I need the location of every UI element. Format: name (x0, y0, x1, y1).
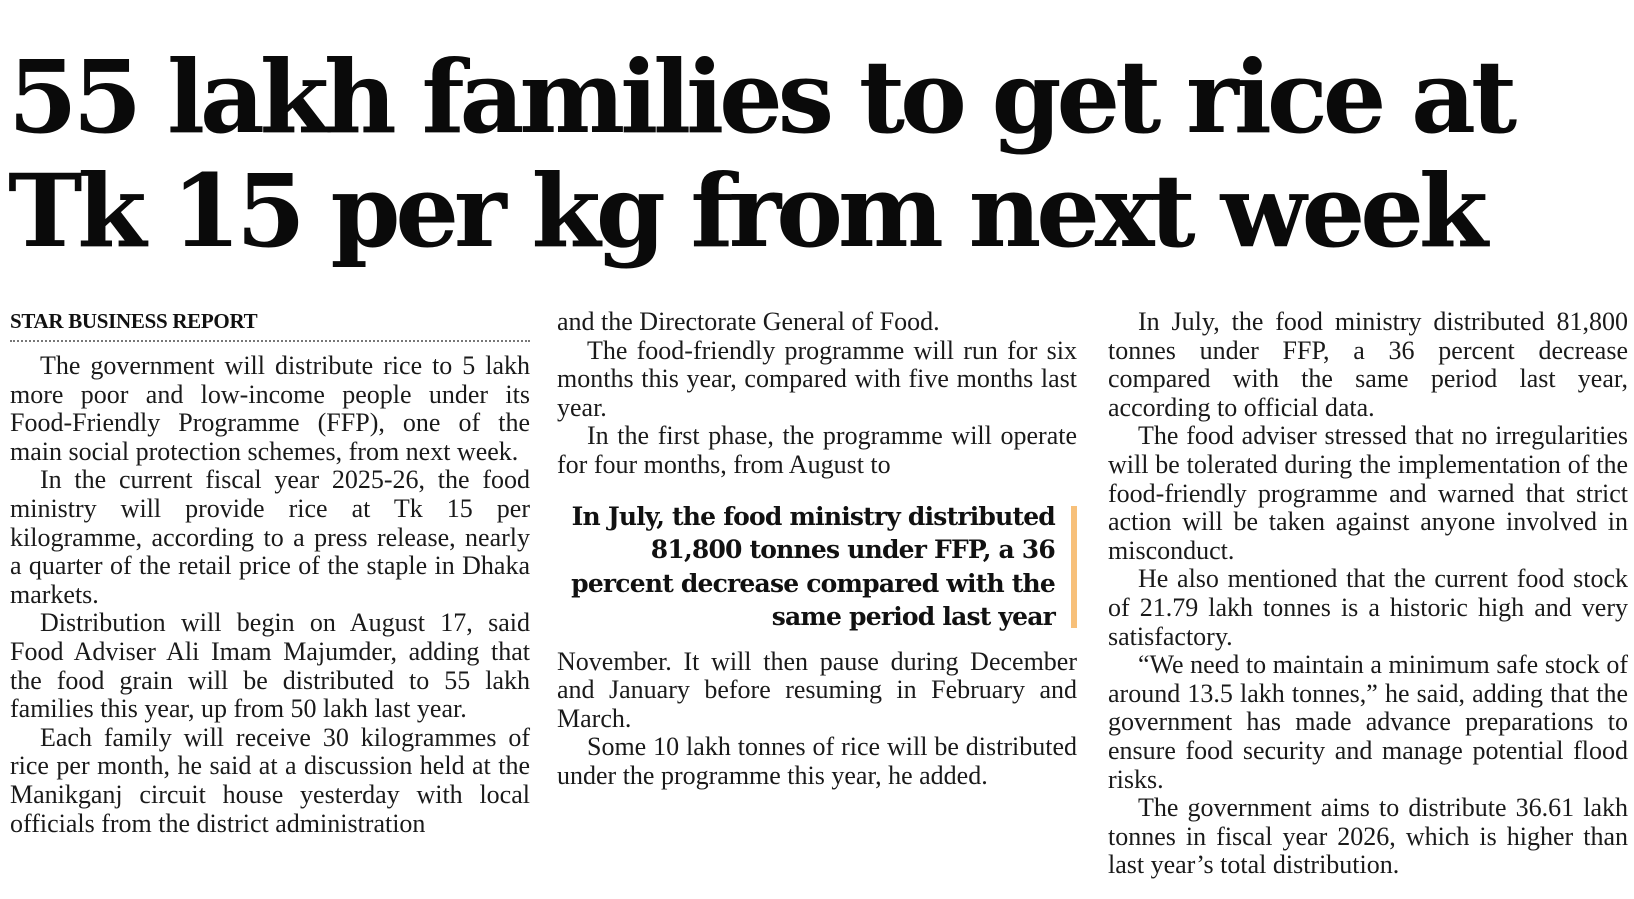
paragraph: The food adviser stressed that no irregularities will be tolerated during the implementation of the food-friendly programme and warned that strict action will be taken against anyone involved in misconduct. (1108, 421, 1628, 565)
pull-quote-text: In July, the food ministry distributed 81,800 tonnes under FFP, a 36 percent decrease compared with the same period last year (571, 501, 1055, 632)
paragraph: November. It will then pause during December and January before resuming in February and March. (557, 646, 1077, 733)
paragraph: In the first phase, the programme will operate for four months, from August to (557, 421, 1077, 479)
paragraph: “We need to maintain a minimum safe stock of around 13.5 lakh tonnes,” he said, adding that the government has made advance preparations to ensure food security and manage potential flood risks. (1108, 650, 1628, 794)
byline: STAR BUSINESS REPORT (10, 308, 530, 342)
pull-quote (557, 500, 1077, 634)
paragraph: The food-friendly programme will run for six months this year, compared with five months last year. (557, 335, 1077, 422)
headline (8, 40, 1628, 268)
headline-line-2: Tk 15 per kg from next week (8, 152, 1484, 270)
article-column-1 (10, 308, 530, 838)
article-column-3 (1108, 308, 1628, 880)
paragraph: In July, the food ministry distributed 81,800 tonnes under FFP, a 36 percent decrease compared with the same period last year, according to official data. (1108, 307, 1628, 422)
paragraph: The government will distribute rice to 5 lakh more poor and low-income people under its Food-Friendly Programme (FFP), one of the main social protection schemes, from next week. (10, 351, 530, 466)
paragraph: Some 10 lakh tonnes of rice will be distributed under the programme this year, he added. (557, 732, 1077, 790)
paragraph: In the current fiscal year 2025-26, the food ministry will provide rice at Tk 15 per kilogramme, according to a press release, nearly a quarter of the retail price of the staple in Dhaka markets. (10, 465, 530, 609)
paragraph: Distribution will begin on August 17, said Food Adviser Ali Imam Majumder, adding that the food grain will be distributed to 55 lakh families this year, up from 50 lakh last year. (10, 608, 530, 724)
article-column-2 (557, 308, 1077, 791)
paragraph: Each family will receive 30 kilogrammes of rice per month, he said at a discussion held at the Manikganj circuit house yesterday with local officials from the district administration (10, 722, 530, 838)
pull-quote-accent-bar (1071, 506, 1077, 628)
paragraph: and the Directorate General of Food. (557, 307, 940, 336)
paragraph: The government aims to distribute 36.61 lakh tonnes in fiscal year 2026, which is higher than last year’s total distribution. (1108, 793, 1628, 880)
headline-line-1: 55 lakh families to get rice at (8, 38, 1513, 156)
paragraph: He also mentioned that the current food stock of 21.79 lakh tonnes is a historic high and very satisfactory. (1108, 564, 1628, 651)
